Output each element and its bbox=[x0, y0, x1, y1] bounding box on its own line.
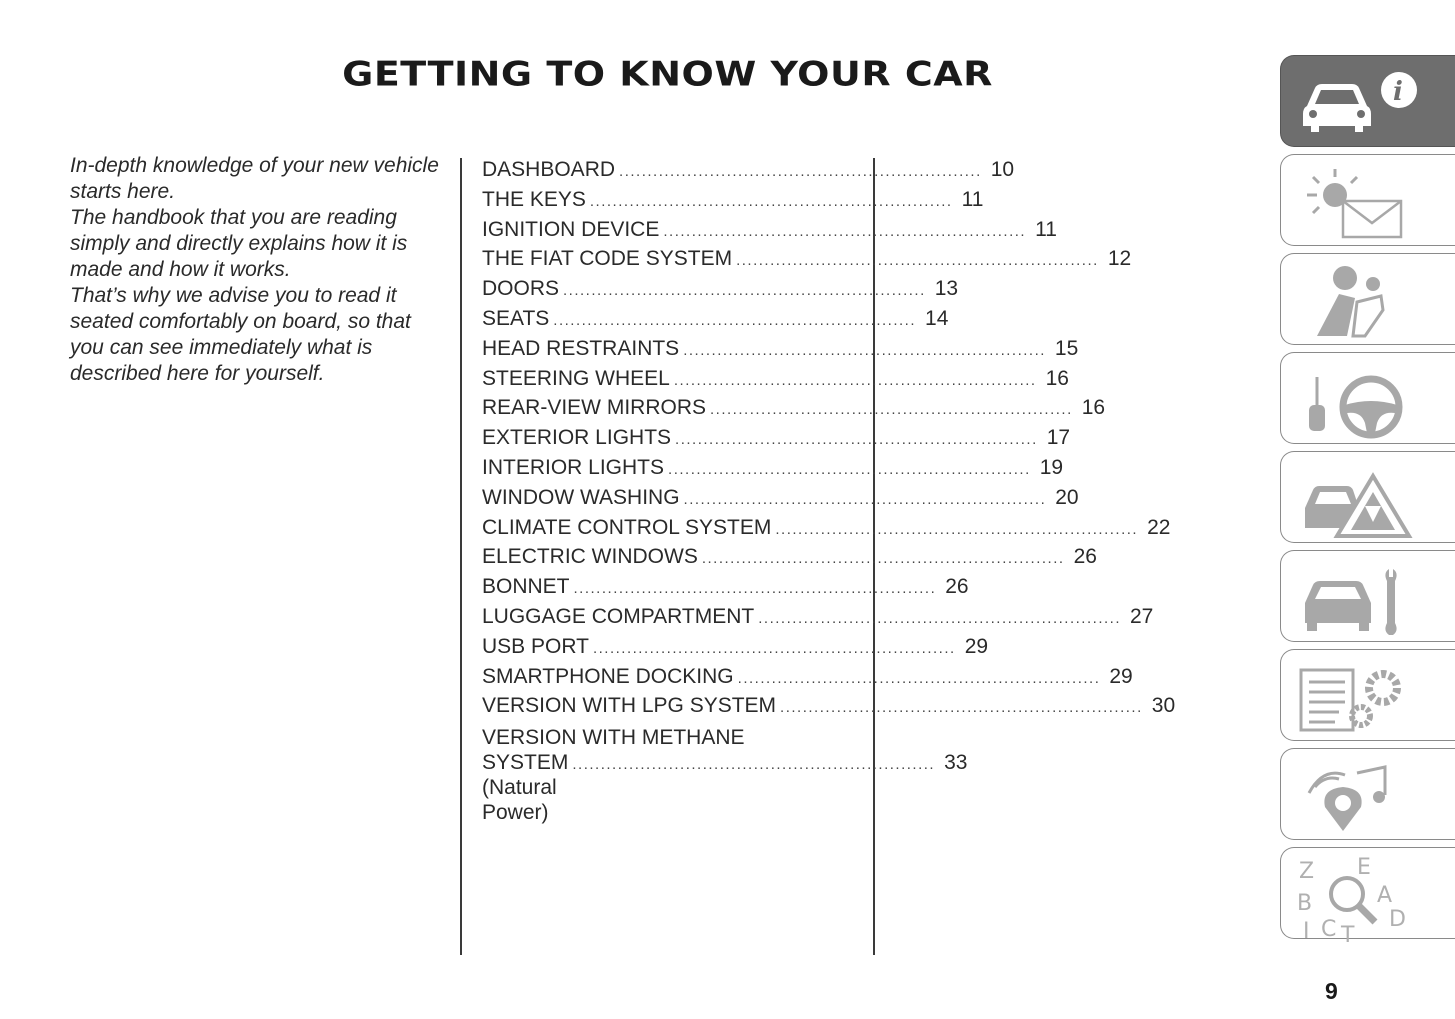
toc-entry[interactable]: WINDOW WASHING ................................................................ 20 bbox=[482, 485, 1079, 509]
technical-data-icon bbox=[1295, 658, 1425, 734]
toc-entry[interactable]: LUGGAGE COMPARTMENT ................................................................ 27 bbox=[482, 604, 1154, 628]
svg-text:B: B bbox=[1297, 891, 1313, 916]
tab-getting-to-know-car[interactable] bbox=[1280, 55, 1455, 147]
toc-entry[interactable]: DOORS ................................................................ 13 bbox=[482, 277, 959, 301]
svg-text:I: I bbox=[1303, 919, 1310, 944]
car-maintenance-icon bbox=[1295, 559, 1425, 635]
alphabetical-index-icon bbox=[1295, 855, 1425, 948]
toc-entry[interactable]: REAR-VIEW MIRRORS ................................................................ 16 bbox=[482, 396, 1106, 420]
tab-maintenance[interactable] bbox=[1280, 550, 1455, 642]
page-title: GETTING TO KNOW YOUR CAR bbox=[342, 54, 993, 94]
intro-paragraph-2: The handbook that you are reading simply and directly explains how it is made and how it works. bbox=[70, 206, 408, 281]
intro-paragraph-1: In-depth knowledge of your new vehicle starts here. bbox=[70, 154, 439, 203]
toc-entry[interactable]: USB PORT ................................................................ 29 bbox=[482, 634, 989, 658]
svg-text:A: A bbox=[1377, 883, 1393, 908]
toc-entry[interactable]: THE KEYS ................................................................ 11 bbox=[482, 187, 984, 211]
svg-text:D: D bbox=[1389, 907, 1406, 932]
toc-entry[interactable]: SEATS ................................................................ 14 bbox=[482, 306, 949, 330]
toc-entry[interactable]: BONNET ................................................................ 26 bbox=[482, 575, 969, 599]
toc-entry[interactable]: EXTERIOR LIGHTS ................................................................ 17 bbox=[482, 426, 1071, 450]
toc-entry[interactable]: CLIMATE CONTROL SYSTEM ................................................................ 22 bbox=[482, 515, 1171, 539]
airbag-safety-icon bbox=[1295, 262, 1425, 338]
svg-text:E: E bbox=[1357, 855, 1371, 880]
warning-light-message-icon bbox=[1295, 163, 1425, 239]
page-number: 9 bbox=[1325, 978, 1338, 1004]
toc-entry[interactable]: INTERIOR LIGHTS ................................................................ 19 bbox=[482, 455, 1064, 479]
key-steering-wheel-icon bbox=[1295, 361, 1425, 437]
toc-entry[interactable]: THE FIAT CODE SYSTEM ................................................................ 12 bbox=[482, 247, 1132, 271]
multimedia-icon bbox=[1295, 757, 1425, 833]
tab-multimedia[interactable] bbox=[1280, 748, 1455, 840]
tab-warning-lights[interactable] bbox=[1280, 154, 1455, 246]
car-info-icon bbox=[1295, 64, 1425, 140]
tab-starting-driving[interactable] bbox=[1280, 352, 1455, 444]
emergency-triangle-icon bbox=[1295, 460, 1425, 536]
toc-entry-methane[interactable]: VERSION WITH METHANE SYSTEM (Natural Power) ................................................................ 33 bbox=[482, 726, 968, 825]
tab-emergency[interactable] bbox=[1280, 451, 1455, 543]
intro-text bbox=[70, 153, 440, 387]
svg-text:i: i bbox=[1393, 77, 1403, 107]
toc-entry[interactable]: HEAD RESTRAINTS ................................................................ 15 bbox=[482, 336, 1079, 360]
toc-entry[interactable]: STEERING WHEEL ................................................................ 16 bbox=[482, 366, 1069, 390]
tab-index[interactable] bbox=[1280, 847, 1455, 948]
toc-entry[interactable]: SMARTPHONE DOCKING ................................................................ 29 bbox=[482, 664, 1133, 688]
table-of-contents bbox=[482, 155, 1176, 825]
tab-technical-data[interactable] bbox=[1280, 649, 1455, 741]
toc-entry[interactable]: DASHBOARD ................................................................ 10 bbox=[482, 158, 1015, 181]
svg-text:C: C bbox=[1321, 917, 1337, 942]
tab-safety[interactable] bbox=[1280, 253, 1455, 345]
toc-entry[interactable]: IGNITION DEVICE ................................................................ 11 bbox=[482, 217, 1057, 241]
column-divider-left bbox=[460, 158, 462, 955]
toc-entry[interactable]: ELECTRIC WINDOWS ................................................................ 26 bbox=[482, 545, 1097, 569]
intro-paragraph-3: That’s why we advise you to read it seated comfortably on board, so that you can see immediately what is described here for yourself. bbox=[70, 284, 411, 385]
svg-text:T: T bbox=[1341, 923, 1355, 948]
toc-entry[interactable]: VERSION WITH LPG SYSTEM ................................................................ 30 bbox=[482, 694, 1176, 718]
svg-text:Z: Z bbox=[1299, 859, 1315, 884]
